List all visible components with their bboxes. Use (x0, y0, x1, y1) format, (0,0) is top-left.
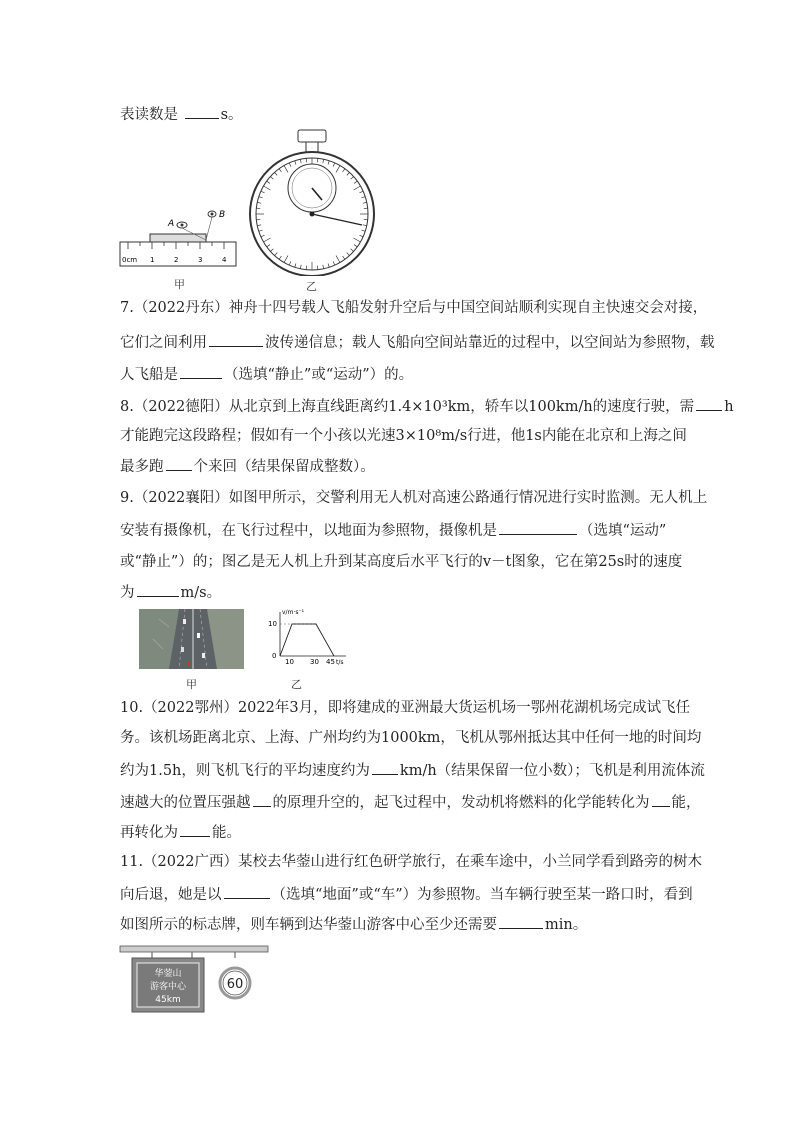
q10-line4: 速越大的位置压强越 的原理升空的，起飞过程中，发动机将燃料的化学能转化为 能， (120, 792, 701, 813)
graph-x-tick-10: 10 (285, 658, 294, 666)
q6-text-end: s。 (220, 107, 243, 123)
q11-blank2[interactable] (499, 914, 543, 929)
q11-line1: 11.（2022广西）某校去华蓥山进行红色研学旅行，在乘车途中，小兰同学看到路旁的树木 (120, 854, 702, 870)
ruler-label-3: 3 (198, 256, 203, 264)
q8-line3: 最多跑 个来回（结果保留成整数）。 (120, 456, 375, 477)
q10-blank3[interactable] (652, 792, 670, 807)
q8-blank2[interactable] (166, 456, 192, 471)
eye-b-icon (208, 211, 216, 217)
q7-line1: 7.（2022丹东）神舟十四号载人飞船发射升空后与中国空间站顺利实现自主快速交会对接， (120, 300, 708, 316)
q7-line3: 人飞船是 （选填“静止”或“运动”）的。 (120, 364, 413, 385)
q6-tail-line (120, 104, 243, 125)
q10-line2: 务。该机场距离北京、上海、广州均约为1000km，飞机从鄂州抵达其中任何一地的时间均 (120, 730, 702, 746)
q7-blank2[interactable] (180, 364, 222, 379)
q10-blank2[interactable] (253, 792, 271, 807)
q10-blank4[interactable] (180, 822, 210, 837)
q10-line5: 再转化为 能。 (120, 822, 241, 843)
eye-b-label: B (219, 210, 226, 220)
q7-line2: 它们之间利用 波传递信息；载人飞船向空间站靠近的过程中，以空间站为参照物，载 (120, 332, 715, 353)
fig6-caption-left: 甲 (174, 278, 185, 291)
graph-x-tick-30: 30 (310, 658, 319, 666)
q9-line4: 为 m/s。 (120, 582, 221, 603)
sign-line1: 华蓥山 (154, 969, 182, 979)
ruler-label-0: 0cm (122, 256, 138, 264)
graph-y-tick: 10 (268, 620, 277, 628)
q6-answer-blank[interactable] (185, 104, 219, 119)
highway-photo (139, 609, 244, 669)
eye-a-icon (177, 222, 187, 228)
ruler-label-1: 1 (150, 256, 155, 264)
speed-limit-value: 60 (226, 977, 244, 992)
eye-a-label: A (168, 219, 175, 229)
vt-graph (264, 608, 350, 666)
q8-line1: 8.（2022德阳）从北京到上海直线距离约1.4×10³km，轿车以100km/h的速度行驶，需 h (120, 396, 734, 417)
ruler-label-2: 2 (174, 256, 179, 264)
fig6-caption-right: 乙 (306, 280, 317, 293)
fig9-caption-right: 乙 (291, 678, 302, 691)
fig9-caption-left: 甲 (186, 678, 197, 691)
q7-blank1[interactable] (209, 332, 263, 347)
graph-origin: 0 (272, 652, 277, 660)
sign-line2: 游客中心 (149, 982, 187, 992)
graph-x-tick-45: 45 (326, 658, 335, 666)
q8-blank1[interactable] (696, 396, 722, 411)
q9-line3: 或“静止”）的；图乙是无人机上升到某高度后水平飞行的v－t图象，它在第25s时的速度 (120, 554, 683, 570)
q10-line3: 约为1.5h，则飞机飞行的平均速度约为 km/h（结果保留一位小数）；飞机是利用流体流 (120, 760, 705, 781)
q11-line3: 如图所示的标志牌，则车辆到达华蓥山游客中心至少还需要 min。 (120, 914, 587, 935)
stopwatch-figure (246, 128, 378, 276)
q9-blank2[interactable] (137, 582, 179, 597)
q8-line2: 才能跑完这段路程；假如有一个小孩以光速3×10⁸m/s行进，他1s内能在北京和上海之间 (120, 428, 687, 444)
sign-line3: 45km (155, 995, 181, 1005)
q9-line1: 9.（2022襄阳）如图甲所示，交警利用无人机对高速公路通行情况进行实时监测。无人机上 (120, 490, 708, 506)
q11-line2: 向后退，她是以 （选填“地面”或“车”）为参照物。当车辆行驶至某一路口时，看到 (120, 884, 693, 905)
q11-blank1[interactable] (224, 884, 270, 899)
q6-text: 表读数是 (120, 107, 178, 123)
road-sign-figure (118, 944, 270, 1014)
q10-blank1[interactable] (372, 760, 398, 775)
ruler-label-4: 4 (222, 256, 227, 264)
q9-line2: 安装有摄像机，在飞行过程中，以地面为参照物，摄像机是 （选填“运动” (120, 520, 666, 541)
q10-line1: 10.（2022鄂州）2022年3月，即将建成的亚洲最大货运机场一鄂州花湖机场完成试飞任 (120, 700, 691, 716)
q9-blank1[interactable] (499, 520, 577, 535)
graph-xlabel: t/s (336, 659, 344, 666)
graph-ylabel: v/m·s⁻¹ (282, 609, 305, 616)
ruler-figure (118, 200, 240, 272)
